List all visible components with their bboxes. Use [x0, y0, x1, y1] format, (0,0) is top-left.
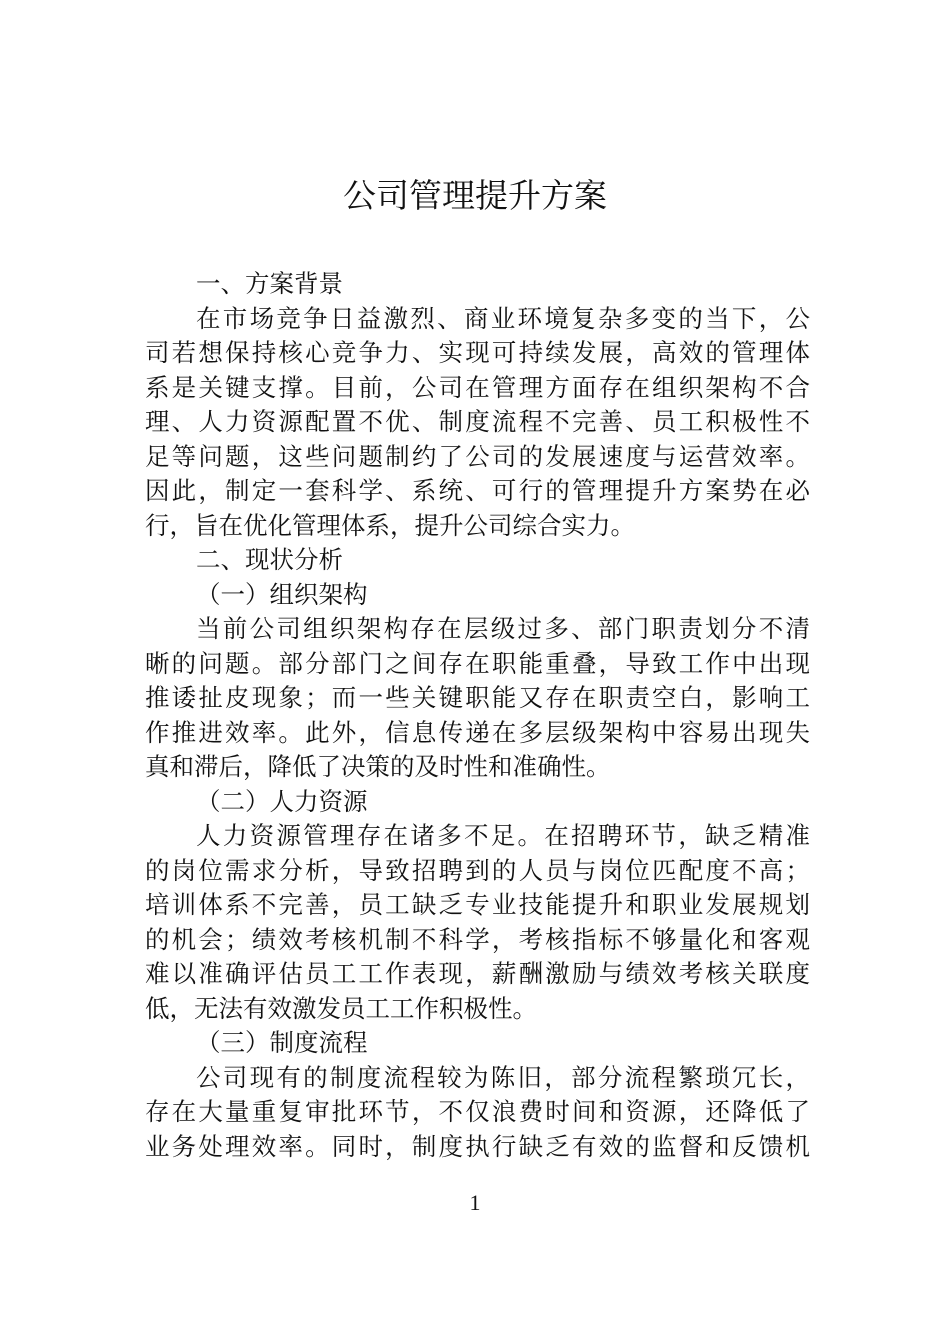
section-heading-status: 二、现状分析	[196, 545, 343, 574]
paragraph-line: 人力资源管理存在诸多不足。在招聘环节，缺乏精准	[196, 821, 810, 850]
subsection-heading-organization: （一）组织架构	[196, 579, 368, 609]
paragraph-line: 在市场竞争日益激烈、商业环境复杂多变的当下，公	[196, 303, 810, 333]
paragraph-line: 当前公司组织架构存在层级过多、部门职责划分不清	[196, 614, 810, 643]
subsection-heading-process: （三）制度流程	[196, 1028, 368, 1057]
paragraph-line: 系是关键支撑。目前，公司在管理方面存在组织架构不合	[145, 372, 810, 402]
paragraph-line: 真和滞后，降低了决策的及时性和准确性。	[145, 752, 611, 781]
paragraph-line: 培训体系不完善，员工缺乏专业技能提升和职业发展规划	[145, 890, 810, 919]
paragraph-line: 司若想保持核心竞争力、实现可持续发展，高效的管理体	[145, 338, 810, 367]
paragraph-line: 行，旨在优化管理体系，提升公司综合实力。	[145, 510, 635, 540]
paragraph-line: 因此，制定一套科学、系统、可行的管理提升方案势在必	[145, 476, 810, 505]
subsection-heading-hr: （二）人力资源	[196, 786, 368, 816]
paragraph-line: 公司现有的制度流程较为陈旧，部分流程繁琐冗长，	[196, 1062, 810, 1092]
paragraph-line: 推诿扯皮现象；而一些关键职能又存在职责空白，影响工	[145, 683, 810, 712]
document-title: 公司管理提升方案	[343, 176, 607, 215]
paragraph-line: 的岗位需求分析，导致招聘到的人员与岗位匹配度不高；	[145, 855, 810, 885]
paragraph-line: 存在大量重复审批环节，不仅浪费时间和资源，还降低了	[145, 1097, 810, 1126]
paragraph-line: 晰的问题。部分部门之间存在职能重叠，导致工作中出现	[145, 648, 810, 678]
paragraph-line: 的机会；绩效考核机制不科学，考核指标不够量化和客观	[145, 924, 810, 954]
paragraph-line: 理、人力资源配置不优、制度流程不完善、员工积极性不	[145, 407, 810, 436]
paragraph-line: 足等问题，这些问题制约了公司的发展速度与运营效率。	[145, 441, 810, 471]
document-body	[145, 267, 810, 1164]
section-heading-background: 一、方案背景	[196, 269, 343, 298]
paragraph-line: 作推进效率。此外，信息传递在多层级架构中容易出现失	[145, 717, 810, 747]
paragraph-line: 难以准确评估员工工作表现，薪酬激励与绩效考核关联度	[145, 959, 810, 988]
page-number: 1	[469, 1190, 481, 1215]
paragraph-line: 低，无法有效激发员工工作积极性。	[145, 993, 537, 1023]
paragraph-line: 业务处理效率。同时，制度执行缺乏有效的监督和反馈机	[145, 1131, 810, 1161]
